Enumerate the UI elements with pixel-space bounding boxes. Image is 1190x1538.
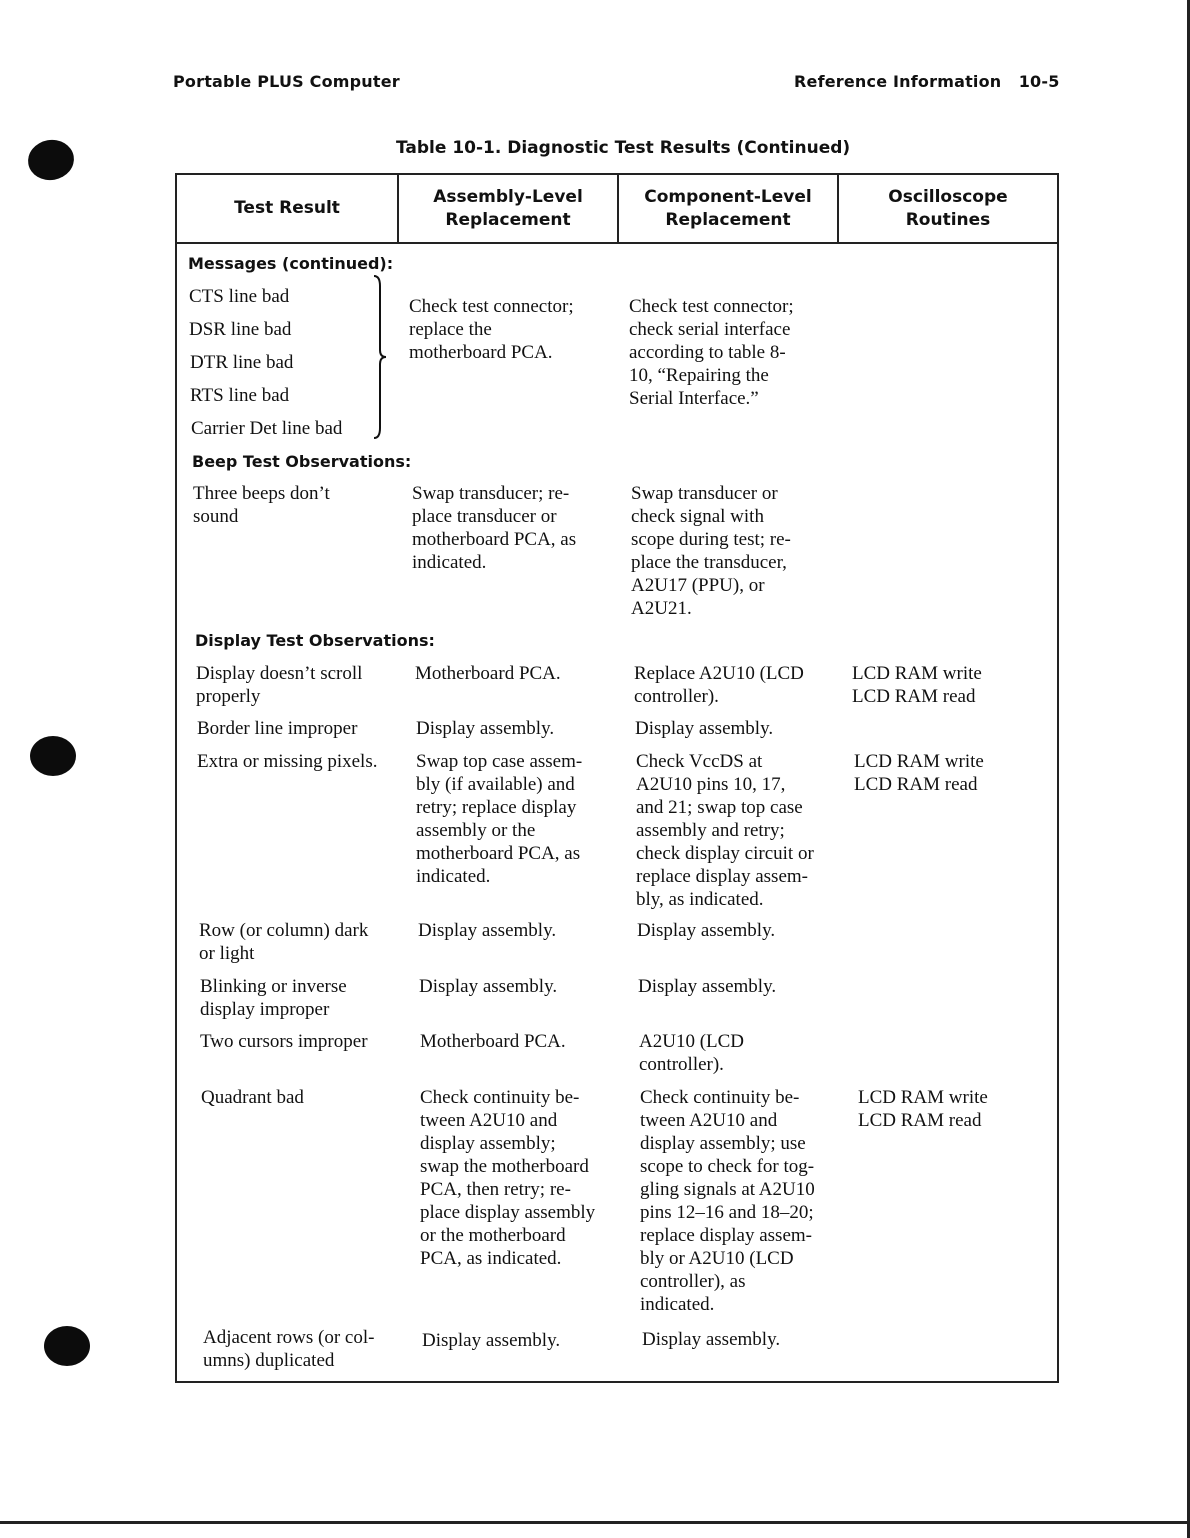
message-item: RTS line bad [190, 385, 290, 406]
display-component: Display assembly. [642, 1329, 781, 1350]
beep-result: Three beeps don’t sound [193, 483, 330, 527]
table-header-row [177, 175, 1057, 244]
display-assembly: Display assembly. [416, 718, 555, 739]
messages-assembly: Check test connector; replace the motherboard PCA. [409, 296, 574, 363]
display-component: Check continuity be- tween A2U10 and display assembly; use scope to check for tog- gling signals at A2U10 pins 12–16 and 18–20; replace display assem- bly or A2U10 (LCD controller), as indicated. [640, 1087, 815, 1315]
display-assembly: Display assembly. [422, 1330, 561, 1351]
display-assembly: Swap top case assem- bly (if available) and retry; replace display assembly or the motherboard PCA, as indicated. [416, 751, 583, 887]
display-assembly: Check continuity be- tween A2U10 and display assembly; swap the motherboard PCA, then retry; re- place display assembly or the motherboard PCA, as indicated. [420, 1087, 596, 1269]
binder-hole [25, 136, 77, 183]
page-edge [0, 1521, 1190, 1524]
messages-component: Check test connector; check serial interface according to table 8- 10, “Repairing the Serial Interface.” [629, 296, 794, 409]
display-result: Row (or column) dark or light [199, 920, 369, 964]
binder-hole [30, 736, 76, 776]
beep-assembly: Swap transducer; re- place transducer or motherboard PCA, as indicated. [412, 483, 577, 573]
display-component: Display assembly. [637, 920, 776, 941]
message-item: DSR line bad [189, 319, 292, 340]
display-result: Border line improper [197, 718, 358, 739]
section-title-messages: Messages (continued): [188, 254, 394, 273]
display-assembly: Display assembly. [418, 920, 557, 941]
display-assembly: Motherboard PCA. [415, 663, 561, 684]
table-caption: Table 10-1. Diagnostic Test Results (Continued) [396, 138, 851, 158]
column-header-test-result: Test Result [234, 198, 340, 218]
display-result: Display doesn’t scroll properly [196, 663, 363, 707]
display-scope: LCD RAM write LCD RAM read [852, 663, 982, 707]
display-component: Replace A2U10 (LCD controller). [634, 663, 804, 707]
display-scope: LCD RAM write LCD RAM read [858, 1087, 988, 1131]
beep-component: Swap transducer or check signal with scope during test; re- place the transducer, A2U17 (PPU), or A2U21. [631, 483, 791, 619]
display-result: Blinking or inverse display improper [200, 976, 347, 1020]
column-header-assembly-level: Assembly-Level Replacement [397, 175, 617, 242]
section-title-display: Display Test Observations: [195, 631, 435, 650]
display-component: Display assembly. [638, 976, 777, 997]
display-component: A2U10 (LCD controller). [639, 1031, 745, 1075]
message-item: CTS line bad [189, 286, 290, 307]
display-component: Display assembly. [635, 718, 774, 739]
running-header-left: Portable PLUS Computer [173, 72, 400, 91]
column-header-oscilloscope: Oscilloscope Routines [837, 175, 1057, 242]
running-header-right: Reference Information 10-5 [794, 72, 1060, 91]
display-result: Two cursors improper [200, 1031, 368, 1052]
display-result: Quadrant bad [201, 1087, 304, 1108]
column-header-component-level: Component-Level Replacement [617, 175, 837, 242]
section-title-beep: Beep Test Observations: [192, 452, 412, 471]
display-result: Adjacent rows (or col- umns) duplicated [203, 1327, 375, 1371]
display-component: Check VccDS at A2U10 pins 10, 17, and 21; swap top case assembly and retry; check display circuit or replace display assem- bly, as indicated. [636, 751, 814, 910]
message-item: DTR line bad [190, 352, 294, 373]
message-item: Carrier Det line bad [191, 418, 343, 439]
display-result: Extra or missing pixels. [197, 751, 378, 772]
display-assembly: Display assembly. [419, 976, 558, 997]
display-scope: LCD RAM write LCD RAM read [854, 751, 984, 795]
right-brace [372, 274, 388, 440]
display-assembly: Motherboard PCA. [420, 1031, 566, 1052]
binder-hole [44, 1326, 90, 1366]
